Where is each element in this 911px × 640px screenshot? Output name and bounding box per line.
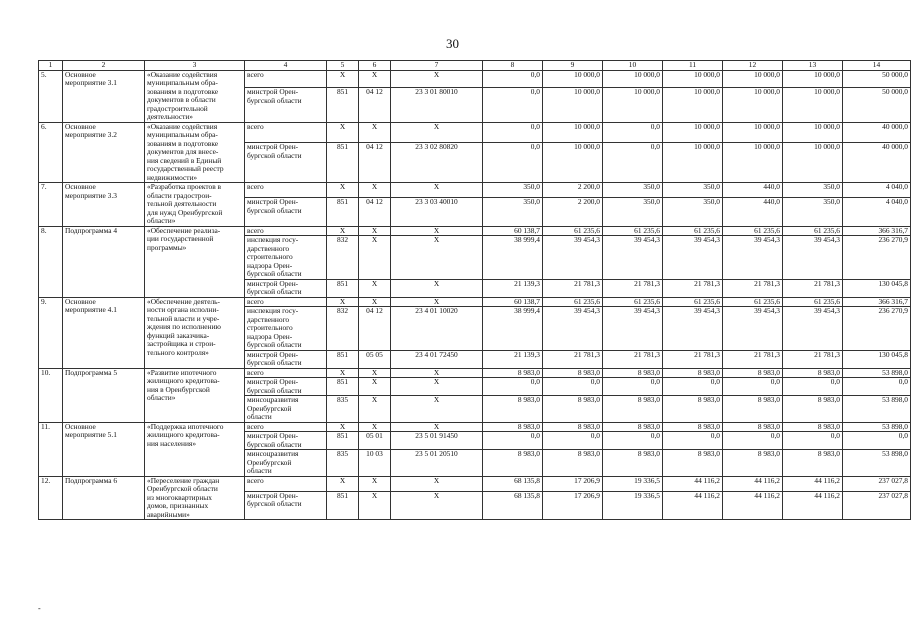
- csr-code-cell: X: [391, 183, 483, 198]
- csr-code-cell: 23 3 01 80010: [391, 88, 483, 122]
- section-code-cell: X: [359, 70, 391, 88]
- row-number: 10.: [39, 368, 63, 422]
- amount-col-10: 350,0: [603, 198, 663, 226]
- row-description: «Разработка проектов в области градострои- тельной деятельности для нужд Оренбургской области»: [145, 183, 245, 227]
- amount-col-14: 0,0: [843, 378, 911, 396]
- row-number: 5.: [39, 70, 63, 122]
- row-number: 7.: [39, 183, 63, 227]
- row-description: «Поддержка ипотечного жилищного кредитова- ния населения»: [145, 422, 245, 476]
- amount-col-14: 50 000,0: [843, 88, 911, 122]
- amount-col-13: 8 983,0: [783, 450, 843, 477]
- amount-col-12: 39 454,3: [723, 236, 783, 280]
- gov-code-cell: 851: [327, 198, 359, 226]
- amount-col-11: 10 000,0: [663, 88, 723, 122]
- amount-col-11: 61 235,6: [663, 226, 723, 236]
- row-number: 6.: [39, 122, 63, 183]
- amount-col-14: 40 000,0: [843, 143, 911, 183]
- executor-cell: всего: [245, 476, 327, 491]
- csr-code-cell: 23 5 01 20510: [391, 450, 483, 477]
- amount-col-14: 0,0: [843, 432, 911, 450]
- gov-code-cell: 851: [327, 350, 359, 368]
- row-description: «Переселение граждан Оренбургской области из многоквартирных домов, признанных аварийными»: [145, 476, 245, 520]
- amount-col-13: 0,0: [783, 432, 843, 450]
- amount-col-14: 236 270,9: [843, 236, 911, 280]
- amount-col-8: 60 138,7: [483, 297, 543, 307]
- section-code-cell: 04 12: [359, 143, 391, 183]
- csr-code-cell: X: [391, 70, 483, 88]
- amount-col-13: 44 116,2: [783, 476, 843, 491]
- amount-col-8: 0,0: [483, 88, 543, 122]
- header-cell: 8: [483, 61, 543, 71]
- section-code-cell: 04 12: [359, 198, 391, 226]
- executor-cell: инспекция госу- дарственного строительного надзора Орен- бургской области: [245, 307, 327, 351]
- csr-code-cell: X: [391, 297, 483, 307]
- section-code-cell: X: [359, 476, 391, 491]
- amount-col-10: 8 983,0: [603, 422, 663, 432]
- header-cell: 3: [145, 61, 245, 71]
- csr-code-cell: 23 3 02 80820: [391, 143, 483, 183]
- gov-code-cell: 832: [327, 307, 359, 351]
- header-cell: 13: [783, 61, 843, 71]
- amount-col-9: 10 000,0: [543, 70, 603, 88]
- footer-mark: -: [38, 604, 41, 613]
- amount-col-11: 350,0: [663, 198, 723, 226]
- amount-col-10: 8 983,0: [603, 396, 663, 423]
- gov-code-cell: 835: [327, 450, 359, 477]
- amount-col-10: 39 454,3: [603, 236, 663, 280]
- amount-col-12: 10 000,0: [723, 143, 783, 183]
- amount-col-8: 0,0: [483, 70, 543, 88]
- amount-col-9: 8 983,0: [543, 396, 603, 423]
- csr-code-cell: 23 4 01 10020: [391, 307, 483, 351]
- row-type: Подпрограмма 6: [63, 476, 145, 520]
- executor-cell: минстрой Орен- бургской области: [245, 378, 327, 396]
- gov-code-cell: 851: [327, 432, 359, 450]
- executor-cell: всего: [245, 70, 327, 88]
- csr-code-cell: 23 4 01 72450: [391, 350, 483, 368]
- row-description: «Обеспечение деятель- ности органа исполни- тельной власти и учре- ждения по исполнению функций заказчика- застройщика и строи- тельного контроля»: [145, 297, 245, 368]
- table-row: [39, 122, 911, 143]
- amount-col-11: 8 983,0: [663, 450, 723, 477]
- amount-col-14: 366 316,7: [843, 297, 911, 307]
- amount-col-12: 440,0: [723, 198, 783, 226]
- amount-col-11: 0,0: [663, 378, 723, 396]
- amount-col-8: 8 983,0: [483, 450, 543, 477]
- amount-col-10: 10 000,0: [603, 70, 663, 88]
- amount-col-9: 2 200,0: [543, 198, 603, 226]
- amount-col-8: 68 135,8: [483, 491, 543, 519]
- amount-col-13: 350,0: [783, 183, 843, 198]
- amount-col-9: 2 200,0: [543, 183, 603, 198]
- amount-col-10: 21 781,3: [603, 279, 663, 297]
- csr-code-cell: X: [391, 422, 483, 432]
- amount-col-12: 39 454,3: [723, 307, 783, 351]
- amount-col-8: 38 999,4: [483, 236, 543, 280]
- amount-col-9: 21 781,3: [543, 350, 603, 368]
- section-code-cell: 04 12: [359, 307, 391, 351]
- amount-col-11: 21 781,3: [663, 350, 723, 368]
- amount-col-11: 0,0: [663, 432, 723, 450]
- section-code-cell: X: [359, 368, 391, 378]
- amount-col-8: 38 999,4: [483, 307, 543, 351]
- gov-code-cell: X: [327, 368, 359, 378]
- amount-col-9: 10 000,0: [543, 122, 603, 143]
- section-code-cell: X: [359, 422, 391, 432]
- amount-col-13: 44 116,2: [783, 491, 843, 519]
- executor-cell: всего: [245, 297, 327, 307]
- row-number: 11.: [39, 422, 63, 476]
- amount-col-10: 61 235,6: [603, 226, 663, 236]
- amount-col-11: 44 116,2: [663, 491, 723, 519]
- amount-col-10: 19 336,5: [603, 476, 663, 491]
- amount-col-11: 10 000,0: [663, 122, 723, 143]
- header-cell: 14: [843, 61, 911, 71]
- gov-code-cell: X: [327, 226, 359, 236]
- amount-col-14: 53 898,0: [843, 368, 911, 378]
- amount-col-14: 237 027,8: [843, 491, 911, 519]
- csr-code-cell: X: [391, 396, 483, 423]
- row-type: Основное мероприятие 5.1: [63, 422, 145, 476]
- amount-col-9: 17 206,9: [543, 476, 603, 491]
- amount-col-14: 366 316,7: [843, 226, 911, 236]
- executor-cell: минсоцразвития Оренбургской области: [245, 396, 327, 423]
- amount-col-12: 8 983,0: [723, 396, 783, 423]
- amount-col-11: 8 983,0: [663, 368, 723, 378]
- csr-code-cell: X: [391, 378, 483, 396]
- amount-col-10: 8 983,0: [603, 368, 663, 378]
- amount-col-12: 44 116,2: [723, 491, 783, 519]
- executor-cell: минсоцразвития Оренбургской области: [245, 450, 327, 477]
- amount-col-11: 39 454,3: [663, 236, 723, 280]
- amount-col-12: 0,0: [723, 432, 783, 450]
- amount-col-13: 61 235,6: [783, 226, 843, 236]
- row-type: Основное мероприятие 3.1: [63, 70, 145, 122]
- amount-col-11: 10 000,0: [663, 143, 723, 183]
- amount-col-11: 61 235,6: [663, 297, 723, 307]
- amount-col-13: 8 983,0: [783, 396, 843, 423]
- amount-col-12: 10 000,0: [723, 70, 783, 88]
- amount-col-13: 10 000,0: [783, 122, 843, 143]
- row-type: Подпрограмма 4: [63, 226, 145, 297]
- amount-col-14: 53 898,0: [843, 396, 911, 423]
- row-type: Основное мероприятие 4.1: [63, 297, 145, 368]
- gov-code-cell: X: [327, 476, 359, 491]
- amount-col-14: 50 000,0: [843, 70, 911, 88]
- csr-code-cell: 23 5 01 91450: [391, 432, 483, 450]
- budget-table: [38, 60, 911, 520]
- amount-col-8: 0,0: [483, 432, 543, 450]
- amount-col-12: 440,0: [723, 183, 783, 198]
- table-row: [39, 183, 911, 198]
- amount-col-9: 0,0: [543, 432, 603, 450]
- amount-col-8: 8 983,0: [483, 368, 543, 378]
- amount-col-13: 21 781,3: [783, 350, 843, 368]
- amount-col-9: 8 983,0: [543, 368, 603, 378]
- amount-col-12: 10 000,0: [723, 88, 783, 122]
- amount-col-14: 53 898,0: [843, 450, 911, 477]
- gov-code-cell: 851: [327, 279, 359, 297]
- gov-code-cell: X: [327, 70, 359, 88]
- csr-code-cell: X: [391, 476, 483, 491]
- section-code-cell: X: [359, 396, 391, 423]
- amount-col-9: 39 454,3: [543, 236, 603, 280]
- amount-col-8: 60 138,7: [483, 226, 543, 236]
- executor-cell: минстрой Орен- бургской области: [245, 143, 327, 183]
- row-type: Основное мероприятие 3.3: [63, 183, 145, 227]
- amount-col-8: 0,0: [483, 143, 543, 183]
- section-code-cell: X: [359, 297, 391, 307]
- section-code-cell: 05 05: [359, 350, 391, 368]
- gov-code-cell: 851: [327, 143, 359, 183]
- section-code-cell: X: [359, 491, 391, 519]
- row-type: Подпрограмма 5: [63, 368, 145, 422]
- amount-col-10: 39 454,3: [603, 307, 663, 351]
- amount-col-12: 0,0: [723, 378, 783, 396]
- amount-col-9: 10 000,0: [543, 143, 603, 183]
- amount-col-12: 10 000,0: [723, 122, 783, 143]
- csr-code-cell: X: [391, 122, 483, 143]
- table-row: [39, 70, 911, 88]
- gov-code-cell: 851: [327, 378, 359, 396]
- csr-code-cell: X: [391, 236, 483, 280]
- amount-col-8: 350,0: [483, 183, 543, 198]
- amount-col-9: 61 235,6: [543, 297, 603, 307]
- row-number: 8.: [39, 226, 63, 297]
- amount-col-12: 44 116,2: [723, 476, 783, 491]
- amount-col-12: 61 235,6: [723, 226, 783, 236]
- amount-col-10: 21 781,3: [603, 350, 663, 368]
- amount-col-9: 61 235,6: [543, 226, 603, 236]
- section-code-cell: X: [359, 279, 391, 297]
- amount-col-14: 130 045,8: [843, 279, 911, 297]
- executor-cell: минстрой Орен- бургской области: [245, 350, 327, 368]
- csr-code-cell: X: [391, 279, 483, 297]
- amount-col-14: 130 045,8: [843, 350, 911, 368]
- amount-col-9: 17 206,9: [543, 491, 603, 519]
- row-number: 9.: [39, 297, 63, 368]
- row-description: «Обеспечение реализа- ции государственной программы»: [145, 226, 245, 297]
- amount-col-11: 21 781,3: [663, 279, 723, 297]
- amount-col-11: 44 116,2: [663, 476, 723, 491]
- executor-cell: всего: [245, 422, 327, 432]
- section-code-cell: X: [359, 122, 391, 143]
- amount-col-13: 0,0: [783, 378, 843, 396]
- section-code-cell: X: [359, 183, 391, 198]
- executor-cell: всего: [245, 183, 327, 198]
- amount-col-14: 4 040,0: [843, 183, 911, 198]
- amount-col-11: 8 983,0: [663, 396, 723, 423]
- amount-col-13: 350,0: [783, 198, 843, 226]
- csr-code-cell: X: [391, 226, 483, 236]
- row-description: «Развитие ипотечного жилищного кредитова- ния в Оренбургской области»: [145, 368, 245, 422]
- page-number: 30: [446, 36, 459, 51]
- amount-col-9: 8 983,0: [543, 422, 603, 432]
- row-number: 12.: [39, 476, 63, 520]
- header-cell: 5: [327, 61, 359, 71]
- header-cell: 11: [663, 61, 723, 71]
- amount-col-12: 8 983,0: [723, 450, 783, 477]
- amount-col-8: 8 983,0: [483, 396, 543, 423]
- executor-cell: всего: [245, 368, 327, 378]
- amount-col-11: 8 983,0: [663, 422, 723, 432]
- header-cell: 10: [603, 61, 663, 71]
- amount-col-12: 21 781,3: [723, 279, 783, 297]
- amount-col-9: 39 454,3: [543, 307, 603, 351]
- section-code-cell: X: [359, 226, 391, 236]
- amount-col-13: 8 983,0: [783, 422, 843, 432]
- header-cell: 7: [391, 61, 483, 71]
- csr-code-cell: 23 3 03 40010: [391, 198, 483, 226]
- executor-cell: минстрой Орен- бургской области: [245, 279, 327, 297]
- header-cell: 9: [543, 61, 603, 71]
- executor-cell: минстрой Орен- бургской области: [245, 198, 327, 226]
- amount-col-9: 8 983,0: [543, 450, 603, 477]
- section-code-cell: 04 12: [359, 88, 391, 122]
- amount-col-8: 21 139,3: [483, 350, 543, 368]
- amount-col-12: 61 235,6: [723, 297, 783, 307]
- executor-cell: минстрой Орен- бургской области: [245, 88, 327, 122]
- amount-col-14: 4 040,0: [843, 198, 911, 226]
- amount-col-14: 40 000,0: [843, 122, 911, 143]
- amount-col-8: 8 983,0: [483, 422, 543, 432]
- row-description: «Оказание содействия муниципальным обра- зованиям в подготовке документов для внесе- ния сведений в Единый государственный реестр недвижимости»: [145, 122, 245, 183]
- row-type: Основное мероприятие 3.2: [63, 122, 145, 183]
- amount-col-14: 237 027,8: [843, 476, 911, 491]
- amount-col-10: 10 000,0: [603, 88, 663, 122]
- amount-col-10: 19 336,5: [603, 491, 663, 519]
- amount-col-11: 350,0: [663, 183, 723, 198]
- csr-code-cell: X: [391, 491, 483, 519]
- amount-col-9: 0,0: [543, 378, 603, 396]
- amount-col-13: 10 000,0: [783, 143, 843, 183]
- amount-col-12: 21 781,3: [723, 350, 783, 368]
- executor-cell: всего: [245, 226, 327, 236]
- gov-code-cell: 835: [327, 396, 359, 423]
- executor-cell: минстрой Орен- бургской области: [245, 491, 327, 519]
- amount-col-8: 68 135,8: [483, 476, 543, 491]
- amount-col-9: 21 781,3: [543, 279, 603, 297]
- amount-col-12: 8 983,0: [723, 422, 783, 432]
- executor-cell: инспекция госу- дарственного строительного надзора Орен- бургской области: [245, 236, 327, 280]
- gov-code-cell: 832: [327, 236, 359, 280]
- gov-code-cell: X: [327, 122, 359, 143]
- amount-col-10: 61 235,6: [603, 297, 663, 307]
- amount-col-10: 350,0: [603, 183, 663, 198]
- amount-col-13: 21 781,3: [783, 279, 843, 297]
- amount-col-13: 39 454,3: [783, 236, 843, 280]
- executor-cell: минстрой Орен- бургской области: [245, 432, 327, 450]
- amount-col-14: 236 270,9: [843, 307, 911, 351]
- section-code-cell: 05 01: [359, 432, 391, 450]
- gov-code-cell: X: [327, 422, 359, 432]
- amount-col-13: 39 454,3: [783, 307, 843, 351]
- amount-col-13: 61 235,6: [783, 297, 843, 307]
- amount-col-13: 8 983,0: [783, 368, 843, 378]
- csr-code-cell: X: [391, 368, 483, 378]
- amount-col-8: 0,0: [483, 378, 543, 396]
- amount-col-10: 0,0: [603, 122, 663, 143]
- section-code-cell: X: [359, 236, 391, 280]
- section-code-cell: X: [359, 378, 391, 396]
- header-row: [39, 61, 911, 71]
- header-cell: 2: [63, 61, 145, 71]
- header-cell: 1: [39, 61, 63, 71]
- amount-col-10: 0,0: [603, 432, 663, 450]
- amount-col-8: 21 139,3: [483, 279, 543, 297]
- amount-col-11: 39 454,3: [663, 307, 723, 351]
- amount-col-9: 10 000,0: [543, 88, 603, 122]
- amount-col-8: 0,0: [483, 122, 543, 143]
- amount-col-10: 0,0: [603, 378, 663, 396]
- amount-col-12: 8 983,0: [723, 368, 783, 378]
- table-row: [39, 476, 911, 491]
- section-code-cell: 10 03: [359, 450, 391, 477]
- amount-col-10: 8 983,0: [603, 450, 663, 477]
- gov-code-cell: 851: [327, 88, 359, 122]
- row-description: «Оказание содействия муниципальным обра- зованиям в подготовке документов в области градостроительной деятельности»: [145, 70, 245, 122]
- amount-col-13: 10 000,0: [783, 88, 843, 122]
- amount-col-13: 10 000,0: [783, 70, 843, 88]
- amount-col-11: 10 000,0: [663, 70, 723, 88]
- amount-col-8: 350,0: [483, 198, 543, 226]
- gov-code-cell: 851: [327, 491, 359, 519]
- header-cell: 4: [245, 61, 327, 71]
- gov-code-cell: X: [327, 183, 359, 198]
- header-cell: 12: [723, 61, 783, 71]
- amount-col-14: 53 898,0: [843, 422, 911, 432]
- header-cell: 6: [359, 61, 391, 71]
- executor-cell: всего: [245, 122, 327, 143]
- gov-code-cell: X: [327, 297, 359, 307]
- amount-col-10: 0,0: [603, 143, 663, 183]
